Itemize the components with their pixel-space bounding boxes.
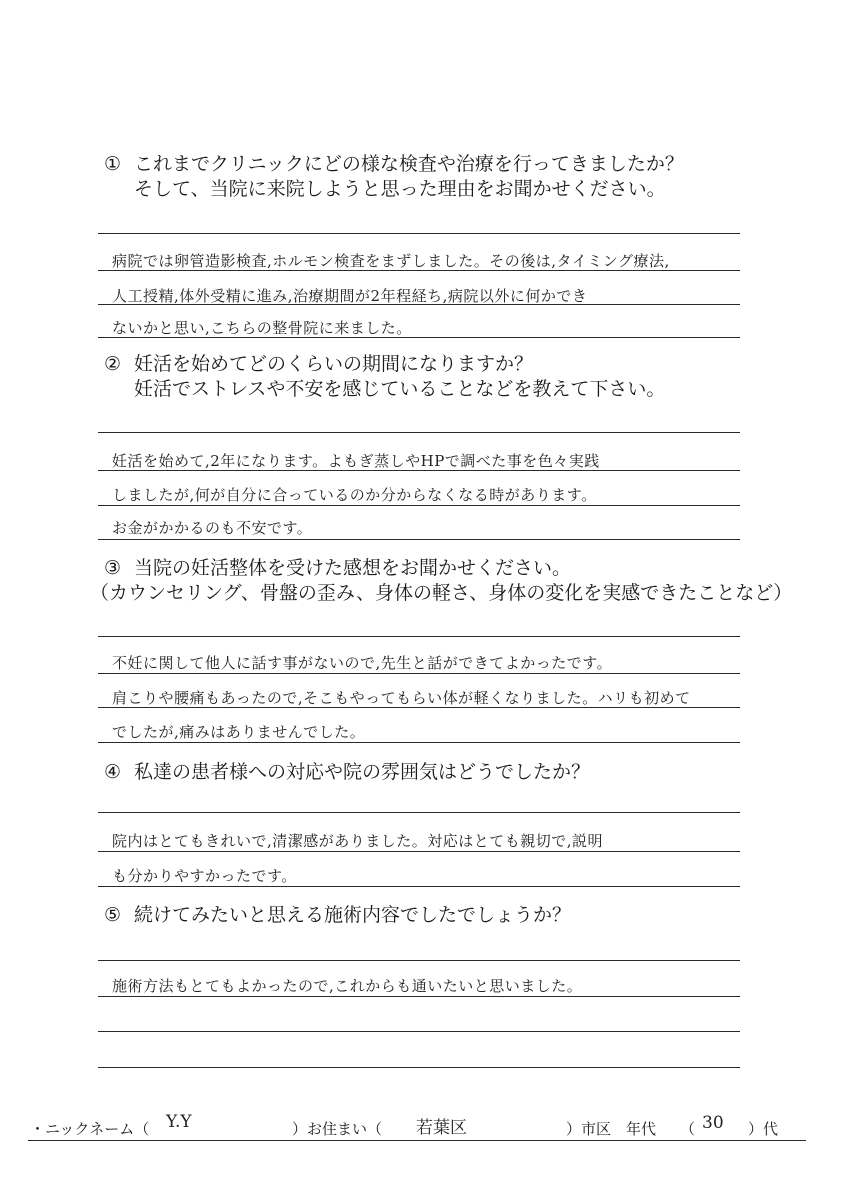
question-text: 妊活でストレスや不安を感じていることなどを教えて下さい。 [134,378,666,400]
answer-rule [98,270,740,271]
question-text: そして、当院に来院しようと思った理由をお聞かせください。 [134,178,666,200]
answer-rule [98,505,740,506]
question-1 [104,152,684,202]
question-text: 妊活を始めてどのくらいの期間になりますか？ [134,353,534,375]
answer-rule [98,1031,740,1032]
answer-rule [98,539,740,540]
answer-rule [98,812,740,813]
nickname-label: ・ニックネーム（ [30,1120,150,1138]
answer-rule [98,636,740,637]
question-3 [90,556,793,606]
answer-line: 妊活を始めて,2年になります。よもぎ蒸しやHPで調べた事を色々実践 [112,452,600,470]
answer-rule [98,960,740,961]
answer-line: 病院では卵管造影検査,ホルモン検査をまずしました。その後は,タイミング療法, [112,252,670,270]
address-label: ）お住まい（ [292,1120,383,1138]
answer-rule [98,996,740,997]
age-open: （ [680,1120,696,1138]
answer-rule [98,337,740,338]
answer-rule [98,1067,740,1068]
question-number: ③ [104,557,122,579]
question-text: これまでクリニックにどの様な検査や治療を行ってきましたか？ [134,153,684,175]
question-number: ⑤ [104,904,122,926]
answer-line: 院内はとてもきれいで,清潔感がありました。対応はとても親切で,説明 [112,832,604,850]
answer-line: しましたが,何が自分に合っているのか分からなくなる時があります。 [112,486,597,504]
question-number: ④ [104,761,122,783]
answer-line: 不妊に関して他人に話す事がないので,先生と話ができてよかったです。 [112,654,613,672]
answer-rule [98,233,740,234]
answer-line: 施術方法もとてもよかったので,これからも通いたいと思いました。 [112,977,583,995]
answer-rule [98,742,740,743]
answer-rule [98,707,740,708]
address-value: 若葉区 [416,1118,467,1138]
answer-rule [98,304,740,305]
answer-rule [98,886,740,887]
question-5 [104,903,571,928]
city-label: ）市区 [566,1120,612,1138]
question-text: （カウンセリング、骨盤の歪み、身体の軽さ、身体の変化を実感できたことなど） [90,582,793,604]
question-text: 続けてみたいと思える施術内容でしたでしょうか？ [134,904,572,926]
answer-line: ないかと思い,こちらの整骨院に来ました。 [112,319,412,337]
age-close: ）代 [748,1120,779,1138]
answer-line: 肩こりや腰痛もあったので,そこもやってもらい体が軽くなりました。ハリも初めて [112,689,691,707]
answer-rule [98,851,740,852]
question-number: ② [104,353,122,375]
answer-rule [98,432,740,433]
answer-line: も分かりやすかったです。 [112,867,297,885]
answer-rule [98,673,740,674]
question-number: ① [104,153,122,175]
answer-rule [98,470,740,471]
question-text: 当院の妊活整体を受けた感想をお聞かせください。 [134,557,572,579]
age-value: 30 [702,1113,724,1133]
answer-line: 人工授精,体外受精に進み,治療期間が2年程経ち,病院以外に何かでき [112,287,588,305]
question-2 [104,352,665,402]
answer-line: お金がかかるのも不安です。 [112,519,313,537]
question-4 [104,760,590,785]
age-label: 年代 [626,1120,657,1138]
answer-line: でしたが,痛みはありませんでした。 [112,723,366,741]
question-text: 私達の患者様への対応や院の雰囲気はどうでしたか？ [134,761,591,783]
footer-rule [28,1140,806,1141]
nickname-value: Y.Y [166,1112,192,1132]
